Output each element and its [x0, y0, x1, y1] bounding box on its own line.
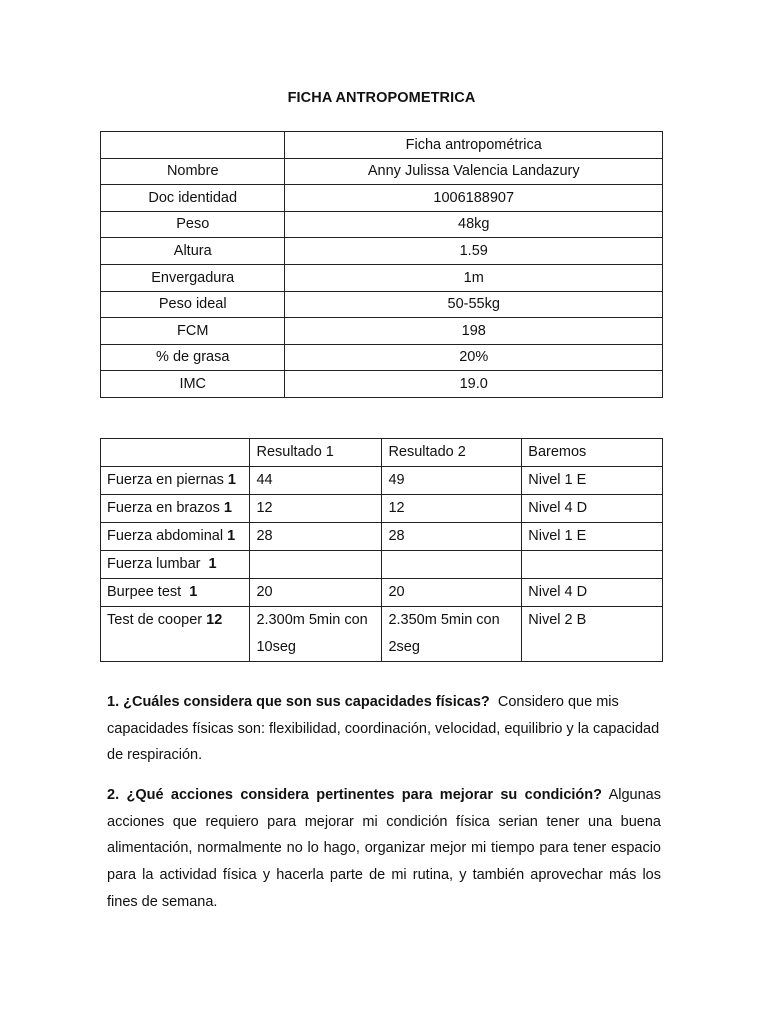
- test-count: 1: [223, 500, 232, 516]
- baremo: Nivel 4 D: [522, 579, 663, 607]
- profile-header-cell: [101, 132, 285, 159]
- baremo: [522, 551, 663, 579]
- result-1: 44: [250, 467, 382, 495]
- test-name: Fuerza en brazos: [107, 500, 224, 516]
- test-name: Fuerza en piernas: [107, 472, 228, 488]
- profile-label: Altura: [101, 238, 285, 265]
- table-row: [101, 158, 663, 185]
- table-row: [101, 318, 663, 345]
- profile-label: IMC: [101, 371, 285, 398]
- test-name-cell: [101, 467, 250, 495]
- test-count: 1: [189, 584, 198, 600]
- test-name-cell: [101, 523, 250, 551]
- result-2: 2.350m 5min con 2seg: [382, 607, 522, 662]
- result-1: 2.300m 5min con 10seg: [250, 607, 382, 662]
- profile-value: 198: [285, 318, 663, 345]
- test-name-cell: [101, 579, 250, 607]
- table-row: [101, 185, 663, 212]
- table-row: [101, 579, 663, 607]
- table-row: [101, 467, 663, 495]
- test-name: Fuerza abdominal: [107, 528, 228, 544]
- profile-value: 1.59: [285, 238, 663, 265]
- profile-table: [100, 131, 663, 398]
- results-header-cell: [101, 439, 250, 467]
- result-2: 12: [382, 495, 522, 523]
- profile-table-header-row: [101, 132, 663, 159]
- baremo: Nivel 1 E: [522, 467, 663, 495]
- question-answer-2: [107, 782, 661, 916]
- results-table-header-row: [101, 439, 663, 467]
- profile-label: FCM: [101, 318, 285, 345]
- test-name: Fuerza lumbar: [107, 556, 209, 572]
- baremo: Nivel 2 B: [522, 607, 663, 662]
- baremo: Nivel 1 E: [522, 523, 663, 551]
- profile-label: Peso: [101, 211, 285, 238]
- result-2: [382, 551, 522, 579]
- result-2: 28: [382, 523, 522, 551]
- results-header-cell: Resultado 2: [382, 439, 522, 467]
- profile-value: 48kg: [285, 211, 663, 238]
- table-row: [101, 291, 663, 318]
- result-2: 20: [382, 579, 522, 607]
- test-count: 12: [206, 612, 223, 628]
- profile-label: Nombre: [101, 158, 285, 185]
- profile-value: 50-55kg: [285, 291, 663, 318]
- profile-value: 19.0: [285, 371, 663, 398]
- test-count: 1: [208, 556, 217, 572]
- table-row: [101, 607, 663, 662]
- results-header-cell: Resultado 1: [250, 439, 382, 467]
- question-text: 1. ¿Cuáles considera que son sus capacidades físicas?: [107, 694, 490, 710]
- test-name-cell: [101, 607, 250, 662]
- result-1: 12: [250, 495, 382, 523]
- table-row: [101, 523, 663, 551]
- profile-value: 20%: [285, 344, 663, 371]
- results-table: [100, 438, 663, 662]
- question-text: 2. ¿Qué acciones considera pertinentes para mejorar su condición?: [107, 787, 603, 803]
- result-1: 28: [250, 523, 382, 551]
- profile-value: 1m: [285, 264, 663, 291]
- profile-value: Anny Julissa Valencia Landazury: [285, 158, 663, 185]
- baremo: Nivel 4 D: [522, 495, 663, 523]
- profile-header-cell: Ficha antropométrica: [285, 132, 663, 159]
- profile-label: Envergadura: [101, 264, 285, 291]
- results-header-cell: Baremos: [522, 439, 663, 467]
- test-name-cell: [101, 495, 250, 523]
- question-answer-1: [107, 689, 664, 769]
- table-row: [101, 211, 663, 238]
- result-2: 49: [382, 467, 522, 495]
- result-1: [250, 551, 382, 579]
- profile-value: 1006188907: [285, 185, 663, 212]
- table-row: [101, 238, 663, 265]
- table-row: [101, 264, 663, 291]
- answer-text: Algunas acciones que requiero para mejorar mi condición física serian tener una buena alimentación, normalmente no lo hago, organizar mejor mi tiempo para tener espacio para la actividad física y hacerla parte de mi rutina, y también aprovechar más los fines de semana.: [107, 787, 661, 910]
- result-1: 20: [250, 579, 382, 607]
- test-name: Burpee test: [107, 584, 190, 600]
- test-name: Test de cooper: [107, 612, 207, 628]
- profile-label: Peso ideal: [101, 291, 285, 318]
- test-count: 1: [227, 472, 236, 488]
- table-row: [101, 344, 663, 371]
- profile-label: Doc identidad: [101, 185, 285, 212]
- table-row: [101, 371, 663, 398]
- answer-text: Considero que mis capacidades físicas son: flexibilidad, coordinación, velocidad, equilibrio y la capacidad de respiración.: [107, 694, 664, 764]
- table-row: [101, 551, 663, 579]
- test-name-cell: [101, 551, 250, 579]
- test-count: 1: [227, 528, 236, 544]
- profile-label: % de grasa: [101, 344, 285, 371]
- document-title: FICHA ANTROPOMETRICA: [287, 90, 476, 106]
- table-row: [101, 495, 663, 523]
